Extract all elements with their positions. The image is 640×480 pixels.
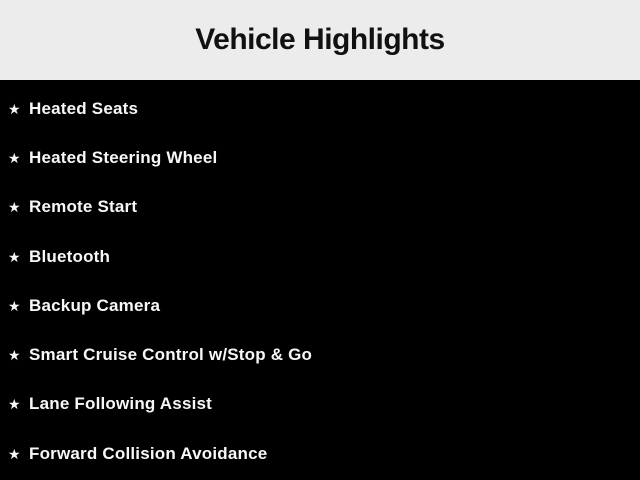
list-item-label: Remote Start xyxy=(29,197,138,217)
star-icon: ★ xyxy=(8,100,21,117)
star-icon: ★ xyxy=(8,396,21,413)
star-icon: ★ xyxy=(8,445,21,462)
list-item-label: Forward Collision Avoidance xyxy=(29,443,268,463)
list-item xyxy=(0,429,640,478)
list-item xyxy=(0,380,640,429)
star-icon: ★ xyxy=(8,347,21,364)
star-icon: ★ xyxy=(8,248,21,265)
list-item-label: Heated Seats xyxy=(29,98,139,118)
list-item xyxy=(0,84,640,133)
star-icon: ★ xyxy=(8,149,21,166)
list-item xyxy=(0,133,640,182)
page-title: Vehicle Highlights xyxy=(195,23,445,56)
list-item xyxy=(0,232,640,281)
list-item xyxy=(0,183,640,232)
star-icon: ★ xyxy=(8,199,21,216)
list-item xyxy=(0,330,640,379)
list-item-label: Heated Steering Wheel xyxy=(29,147,218,167)
star-icon: ★ xyxy=(8,297,21,314)
highlights-list xyxy=(0,80,640,480)
list-item-label: Bluetooth xyxy=(29,246,111,266)
list-item-label: Lane Following Assist xyxy=(29,394,213,414)
header-band xyxy=(0,0,640,80)
list-item xyxy=(0,281,640,330)
list-item-label: Backup Camera xyxy=(29,295,161,315)
list-item-label: Smart Cruise Control w/Stop & Go xyxy=(29,345,313,365)
